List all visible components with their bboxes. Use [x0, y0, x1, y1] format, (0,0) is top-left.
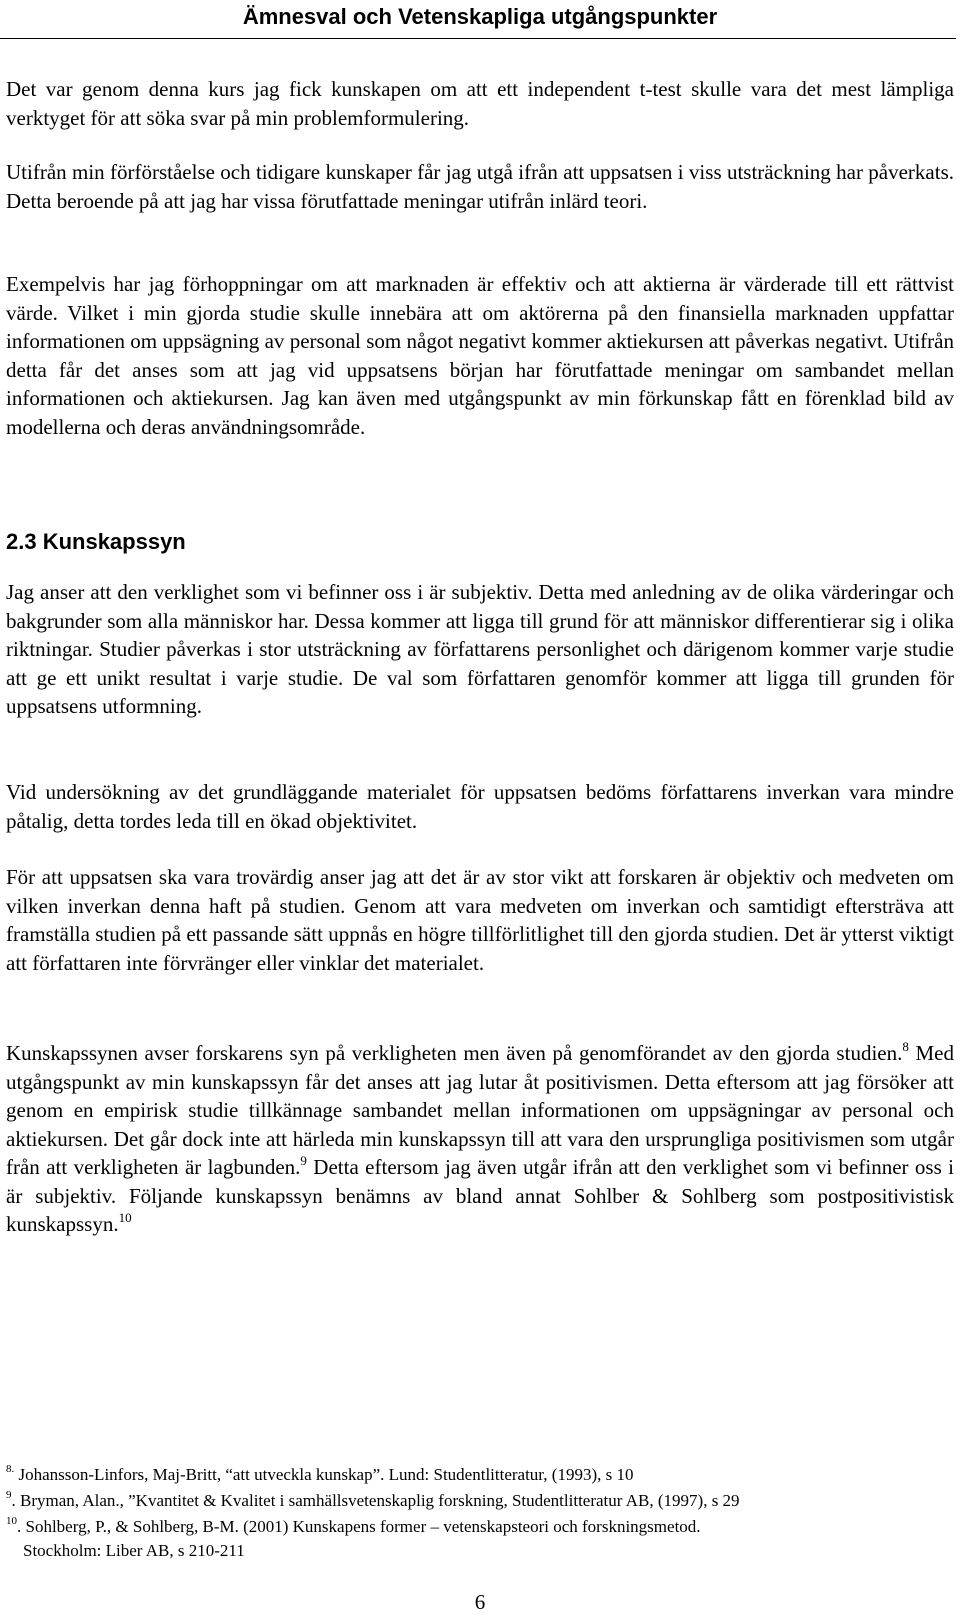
- footnote-ref: 10: [118, 1210, 132, 1225]
- footnote-10: [6, 1514, 954, 1564]
- footnotes: [6, 1462, 954, 1564]
- footnote-marker: 9: [6, 1489, 12, 1501]
- paragraph-kunskapssyn-3: För att uppsatsen ska vara trovärdig anser jag att det är av stor vikt att forskaren är objektiv och medveten om vilken inverkan denna haft på studien. Genom att vara medveten om inverkan och samtidigt eftersträva att framställa studien på ett passande sätt uppnås en högre tillförlitlighet till den gjorda studien. Det är ytterst viktigt att författaren inte förvränger eller vinklar det materialet.: [6, 865, 954, 975]
- footnote-text: . Sohlberg, P., & Sohlberg, B-M. (2001) Kunskapens former – vetenskapsteori och forskningsmetod.: [17, 1517, 701, 1536]
- paragraph-text: Med utgångspunkt av min kunskapssyn får det anses att jag lutar åt positivismen. Detta eftersom att jag försöker att genom en empirisk studie tillkännage sambandet mellan informationen om uppsägningar av personal och aktiekursen. Det går dock inte att härleda min kunskapssyn till att vara den ursprungliga positivismen som utgår från att verkligheten är lagbunden.: [6, 1041, 954, 1179]
- paragraph-kunskapssyn-1: Jag anser att den verklighet som vi befinner oss i är subjektiv. Detta med anledning av de olika värderingar och bakgrunder som alla människor har. Dessa kommer att ligga till grund för att människor differentierar sig i olika riktningar. Studier påverkas i stor utsträckning av författarens personlighet och därigenom kommer varje studie att ge ett unikt resultat i varje studie. De val som författaren genomför kommer att ligga till grunden för uppsatsens utformning.: [6, 580, 954, 718]
- paragraph-kunskapssyn-2: Vid undersökning av det grundläggande materialet för uppsatsen bedöms författarens inverkan vara mindre påtalig, detta tordes leda till en ökad objektivitet.: [6, 780, 954, 833]
- footnote-text: . Bryman, Alan., ”Kvantitet & Kvalitet i samhällsvetenskaplig forskning, Studentlitteratur AB, (1997), s 29: [11, 1491, 740, 1510]
- footnote-9: [6, 1488, 954, 1514]
- footnote-marker: 10: [6, 1515, 17, 1527]
- footnote-text: Johansson-Linfors, Maj-Britt, “att utveckla kunskap”. Lund: Studentlitteratur, (1993), s 10: [14, 1465, 634, 1484]
- paragraph-intro-1: Det var genom denna kurs jag fick kunskapen om att ett independent t-test skulle vara det mest lämpliga verktyget för att söka svar på min problemformulering.: [6, 77, 954, 130]
- header-title: Ämnesval och Vetenskapliga utgångspunkter: [242, 4, 718, 29]
- footnote-continuation: Stockholm: Liber AB, s 210-211: [23, 1541, 245, 1560]
- footnote-marker: 8.: [6, 1463, 15, 1475]
- page-number: 6: [474, 1590, 486, 1614]
- header-divider: [0, 38, 956, 39]
- section-heading: 2.3 Kunskapssyn: [6, 529, 186, 554]
- footnote-ref: 8: [902, 1039, 909, 1054]
- paragraph-intro-3: Exempelvis har jag förhoppningar om att marknaden är effektiv och att aktierna är värderade till ett rättvist värde. Vilket i min gjorda studie skulle innebära att om aktörerna på den finansiella marknaden uppfattar informationen om uppsägning av personal som något negativt kommer aktiekursen att påverkas negativt. Utifrån detta får det anses som att jag vid uppsatsens början har förutfattade meningar om sambandet mellan informationen och aktiekursen. Jag kan även med utgångspunkt av min förkunskap fått en förenklad bild av modellerna och deras användningsområde.: [6, 272, 954, 439]
- footnote-8: [6, 1462, 954, 1488]
- paragraph-kunskapssyn-4: [6, 1039, 954, 1239]
- paragraph-text: Detta eftersom jag även utgår ifrån att den verklighet som vi befinner oss i är subjektiv. Följande kunskapssyn benämns av bland annat Sohlber & Sohlberg som postpositivistisk kunskapssyn.: [6, 1155, 954, 1236]
- paragraph-intro-2: Utifrån min förförståelse och tidigare kunskaper får jag utgå ifrån att uppsatsen i viss utsträckning har påverkats. Detta beroende på att jag har vissa förutfattade meningar utifrån inlärd teori.: [6, 160, 954, 213]
- footnote-ref: 9: [300, 1153, 307, 1168]
- paragraph-text: Kunskapssynen avser forskarens syn på verkligheten men även på genomförandet av den gjorda studien.: [6, 1041, 903, 1065]
